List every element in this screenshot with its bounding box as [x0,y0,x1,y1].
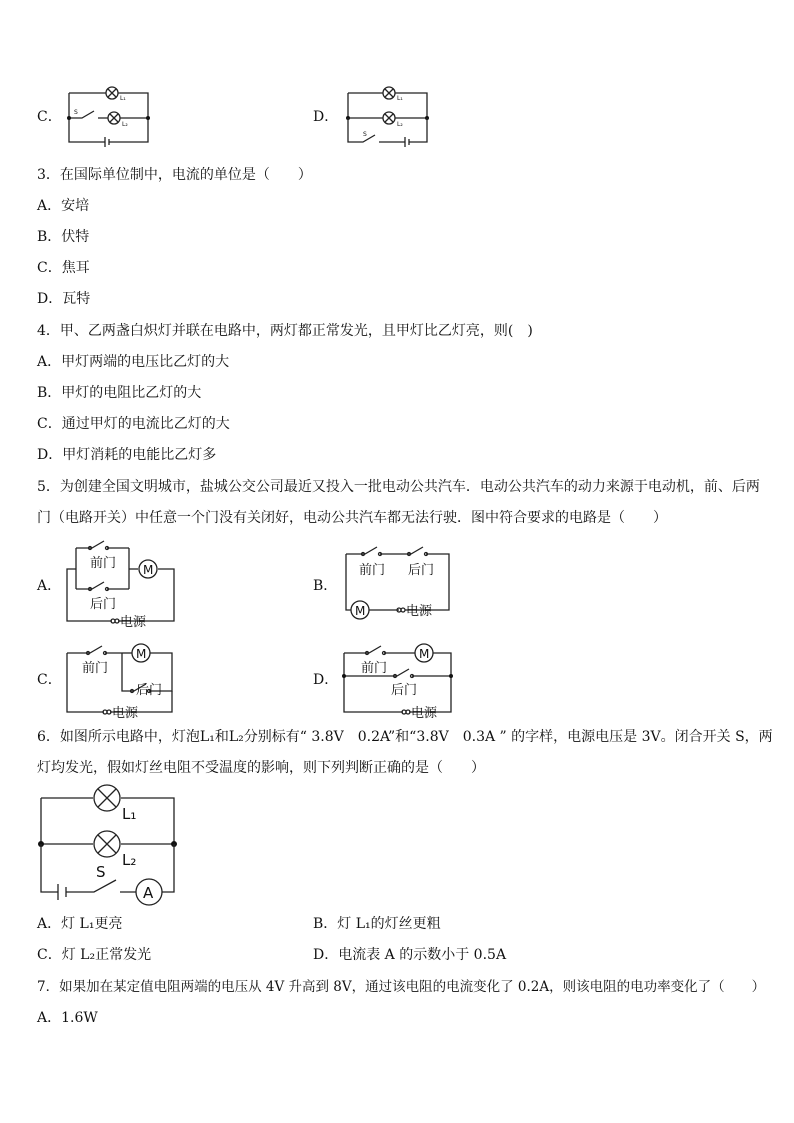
q6-ammeter-label: A [143,884,154,902]
q6-option-b: B．灯 L₁的灯丝更粗 [313,916,441,932]
q3-option-b: B．伏特 [37,229,90,245]
q5b-power-label: 电源 [406,604,433,619]
q5-option-b-label: B． [313,578,338,594]
q5a-back-door-label: 后门 [90,597,117,612]
q6-l1-label: L₁ [122,805,137,823]
q2c-l2-label: L₂ [122,121,128,128]
q2-option-d-label: D． [313,109,339,125]
q5a-power-label: 电源 [120,615,147,630]
q5b-back-door-label: 后门 [408,563,435,578]
q5a-motor-label: M [143,563,154,577]
q5b-motor-label: M [355,604,366,618]
q2d-l2-label: L₂ [397,121,403,128]
q5d-motor-label: M [419,647,430,661]
q5-stem-line2: 门（电路开关）中任意一个门没有关闭好，电动公共汽车都无法行驶．图中符合要求的电路是（ ） [37,510,667,526]
q5-option-d-label: D． [313,672,339,688]
q6-circuit [36,786,180,904]
q6-option-c: C．灯 L₂正常发光 [37,947,152,963]
q5-option-c-label: C． [37,672,62,688]
q5d-power-label: 电源 [411,706,438,721]
q2c-s-label: S [74,109,78,116]
q2d-s-label: S [363,131,367,138]
q5d-front-door-label: 前门 [361,661,388,676]
q7-stem: 7．如果加在某定值电阻两端的电压从 4V 升高到 8V，通过该电阻的电流变化了 0.2A，则该电阻的电功率变化了（ ） [37,979,766,995]
q6-stem-line1: 6．如图所示电路中，灯泡L₁和L₂分别标有“ 3.8V 0.2A”和“3.8V 0.3A ” 的字样，电源电压是 3V。闭合开关 S，两 [37,729,773,745]
q5c-power-label: 电源 [112,706,139,721]
q5c-front-door-label: 前门 [82,661,109,676]
q5d-back-door-label: 后门 [391,683,418,698]
q5-option-a-label: A． [37,578,62,594]
q5-stem-line1: 5．为创建全国文明城市，盐城公交公司最近又投入一批电动公共汽车．电动公共汽车的动力来源于电动机，前、后两 [37,479,760,495]
q3-option-d: D．瓦特 [37,291,91,307]
q6-stem-line2: 灯均发光，假如灯丝电阻不受温度的影响，则下列判断正确的是（ ） [37,760,485,776]
q2-circuit-c [64,84,156,148]
q4-option-c: C．通过甲灯的电流比乙灯的大 [37,416,230,432]
q5-circuit-c [62,638,180,721]
q4-stem: 4．甲、乙两盏白炽灯并联在电路中，两灯都正常发光，且甲灯比乙灯亮，则( ) [37,323,533,339]
q6-l2-label: L₂ [122,851,137,869]
q5-circuit-d [339,638,457,721]
q4-option-d: D．甲灯消耗的电能比乙灯多 [37,447,217,463]
q4-option-a: A．甲灯两端的电压比乙灯的大 [37,354,230,370]
q3-option-c: C．焦耳 [37,260,90,276]
q5c-motor-label: M [136,647,147,661]
q3-option-a: A．安培 [37,198,90,214]
q2c-l1-label: L₁ [120,95,126,102]
q6-option-a: A．灯 L₁更亮 [37,916,123,932]
q4-option-b: B．甲灯的电阻比乙灯的大 [37,385,202,401]
q5-circuit-b [341,540,455,619]
q6-option-d: D．电流表 A 的示数小于 0.5A [313,947,507,963]
q5c-back-door-label: 后门 [136,683,163,698]
q2-option-c-label: C． [37,109,62,125]
q5b-front-door-label: 前门 [359,563,386,578]
q5a-front-door-label: 前门 [90,556,117,571]
q2-circuit-d [343,84,435,148]
q7-option-a: A．1.6W [37,1010,98,1026]
q2d-l1-label: L₁ [397,95,403,102]
q5-circuit-a [62,538,180,630]
q3-stem: 3．在国际单位制中，电流的单位是（ ） [37,167,312,183]
q6-s-label: S [96,863,106,881]
